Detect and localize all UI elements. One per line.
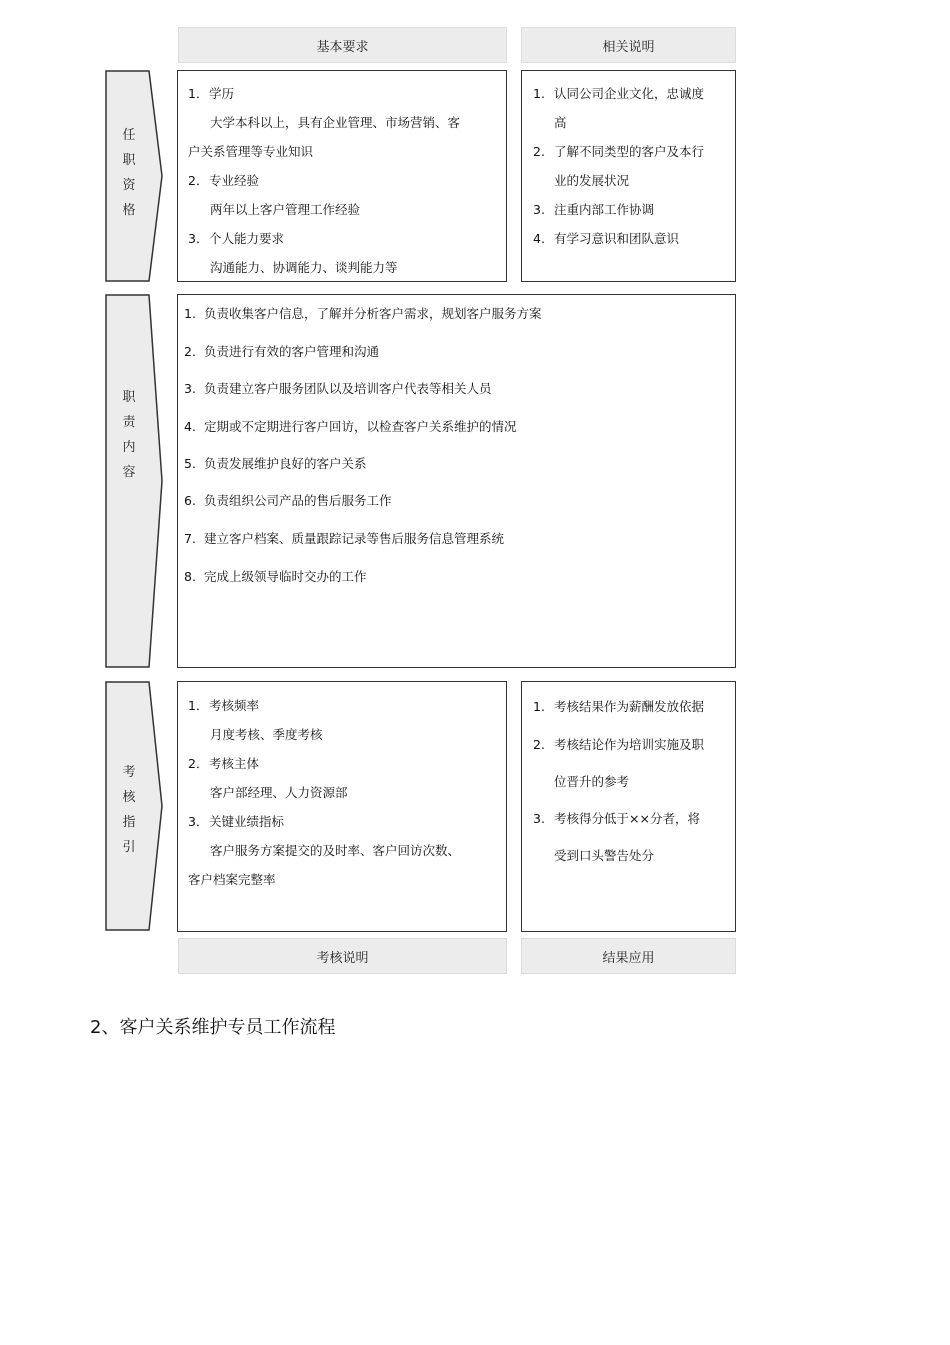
list-item: 6. 负责组织公司产品的售后服务工作 bbox=[184, 493, 392, 508]
list-item: 2. 了解不同类型的客户及本行 bbox=[533, 144, 705, 159]
evaluation-label: 考 核 指 引 bbox=[122, 765, 136, 855]
evaluation-result-box bbox=[521, 681, 736, 932]
header-result-application: 结果应用 bbox=[521, 938, 736, 974]
list-item: 1. 考核结果作为薪酬发放依据 bbox=[533, 699, 705, 714]
list-item: 月度考核、季度考核 bbox=[210, 727, 323, 742]
header-evaluation-notes: 考核说明 bbox=[178, 938, 507, 974]
list-item: 受到口头警告处分 bbox=[554, 848, 655, 863]
list-item: 3．个人能力要求 bbox=[188, 231, 285, 246]
list-item: 客户服务方案提交的及时率、客户回访次数、 bbox=[210, 843, 461, 858]
list-item: 大学本科以上，具有企业管理、市场营销、客 bbox=[210, 115, 461, 130]
list-item: 2．专业经验 bbox=[188, 173, 260, 188]
list-item: 3．关键业绩指标 bbox=[188, 814, 285, 829]
list-item: 1. 认同公司企业文化，忠诚度 bbox=[533, 86, 705, 101]
list-item: 2．考核主体 bbox=[188, 756, 260, 771]
list-item: 位晋升的参考 bbox=[554, 774, 630, 789]
list-item: 客户部经理、人力资源部 bbox=[210, 785, 348, 800]
list-item: 高 bbox=[554, 115, 567, 130]
list-item: 客户档案完整率 bbox=[188, 872, 276, 887]
section-title: 2、客户关系维护专员工作流程 bbox=[90, 1017, 336, 1038]
list-item: 1．学历 bbox=[188, 86, 235, 101]
qualification-arrow bbox=[105, 70, 163, 282]
list-item: 4. 有学习意识和团队意识 bbox=[533, 231, 680, 246]
list-item: 8. 完成上级领导临时交办的工作 bbox=[184, 569, 367, 584]
list-item: 1. 负责收集客户信息，了解并分析客户需求，规划客户服务方案 bbox=[184, 306, 542, 321]
qualifications-basic-box bbox=[177, 70, 507, 282]
header-basic-requirements: 基本要求 bbox=[178, 27, 507, 63]
list-item: 7. 建立客户档案、质量跟踪记录等售后服务信息管理系统 bbox=[184, 531, 505, 546]
list-item: 3. 注重内部工作协调 bbox=[533, 202, 655, 217]
qualification-label: 任 职 资 格 bbox=[122, 128, 136, 218]
list-item: 户关系管理等专业知识 bbox=[188, 144, 314, 159]
header-related-notes: 相关说明 bbox=[521, 27, 736, 63]
evaluation-arrow bbox=[105, 681, 163, 931]
list-item: 2. 考核结论作为培训实施及职 bbox=[533, 737, 705, 752]
list-item: 业的发展状况 bbox=[554, 173, 630, 188]
list-item: 3. 负责建立客户服务团队以及培训客户代表等相关人员 bbox=[184, 381, 492, 396]
list-item: 4. 定期或不定期进行客户回访，以检查客户关系维护的情况 bbox=[184, 419, 517, 434]
list-item: 1．考核频率 bbox=[188, 698, 260, 713]
evaluation-guide-box bbox=[177, 681, 507, 932]
list-item: 两年以上客户管理工作经验 bbox=[210, 202, 361, 217]
qualifications-notes-box bbox=[521, 70, 736, 282]
duties-box bbox=[177, 294, 736, 668]
list-item: 3. 考核得分低于××分者，将 bbox=[533, 811, 700, 826]
list-item: 5. 负责发展维护良好的客户关系 bbox=[184, 456, 367, 471]
duty-arrow bbox=[105, 294, 163, 668]
list-item: 2. 负责进行有效的客户管理和沟通 bbox=[184, 344, 380, 359]
list-item: 沟通能力、协调能力、谈判能力等 bbox=[210, 260, 398, 275]
duty-label: 职 责 内 容 bbox=[122, 390, 136, 480]
